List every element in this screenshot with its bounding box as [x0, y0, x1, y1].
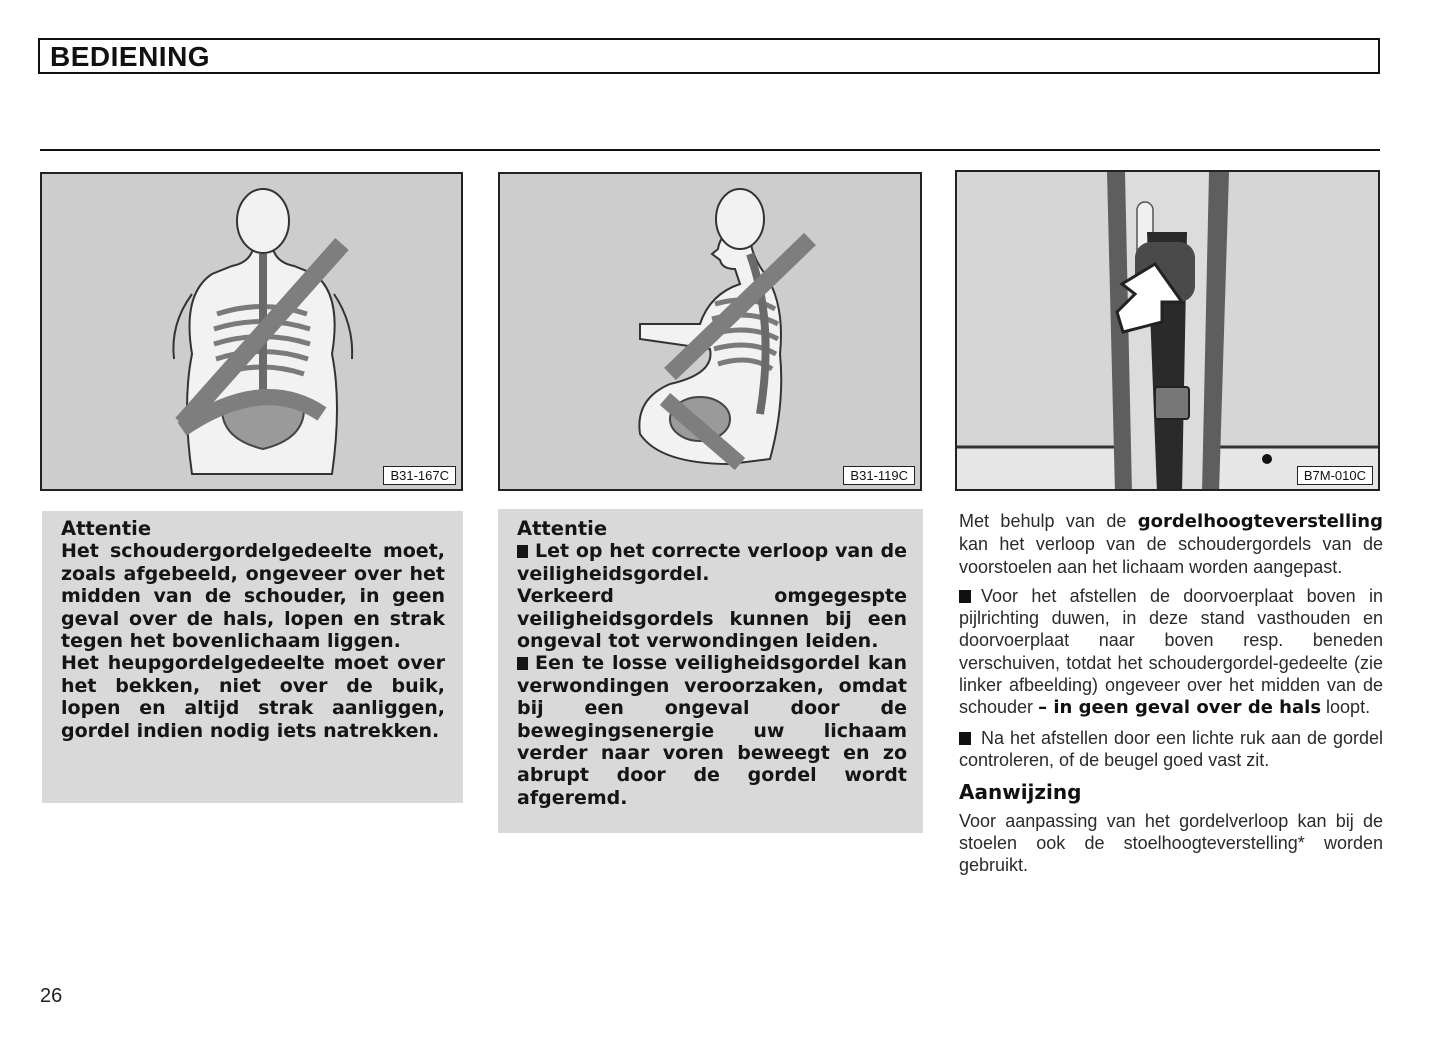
- warning-text: Het schoudergordelgedeelte moet, zoals afgebeeld, ongeveer over het midden van de schouder, in geen geval over de hals, lopen en strak tegen het bovenlichaam liggen.: [61, 540, 445, 653]
- intro-paragraph: Met behulp van de gordelhoogteverstelling kan het verloop van de schoudergordels van de voorstoelen aan het lichaam worden aangepast.: [959, 511, 1383, 577]
- warning-title: Attentie: [517, 517, 608, 540]
- bullet-icon: [959, 590, 971, 603]
- bullet-icon: [517, 545, 528, 558]
- divider: [40, 149, 1380, 151]
- warning-item: [517, 540, 907, 585]
- page-number: 26: [40, 985, 63, 1007]
- warning-box-2: [498, 509, 923, 833]
- warning-title: Attentie: [61, 517, 152, 540]
- warning-text: Let op het correcte verloop van de veiligheidsgordel.: [517, 540, 907, 585]
- warning-text: Een te losse veiligheidsgordel kan verwondingen veroorzaken, omdat bij een ongeval door de bewegingsenergie uw lichaam verder naar voren beweegt en zo abrupt door de gordel wordt afgeremd.: [517, 652, 907, 809]
- warning-box-1: [42, 511, 463, 803]
- instructions-column: [959, 510, 1383, 883]
- bullet-icon: [517, 657, 528, 670]
- figure-label: B31-119C: [843, 466, 915, 485]
- belt-height-adjuster-illustration: [957, 172, 1380, 491]
- section-header: [38, 38, 1380, 74]
- note-text: Voor aanpassing van het gordelverloop kan bij de stoelen ook de stoelhoogteverstelling* worden gebruikt.: [959, 810, 1383, 876]
- emphasis-bold: – in geen geval over de hals: [1038, 697, 1322, 719]
- section-title: BEDIENING: [50, 41, 211, 72]
- warning-text: Verkeerd omgegespte veiligheidsgordels kunnen bij een ongeval tot verwondingen leiden.: [517, 585, 907, 653]
- figure-side-view: [498, 172, 922, 491]
- note-title: Aanwijzing: [959, 780, 1082, 805]
- warning-text: Het heupgordelgedeelte moet over het bekken, niet over de buik, lopen en altijd strak aanliggen, gordel indien nodig iets natrekken.: [61, 652, 445, 742]
- step-1: Voor het afstellen de doorvoerplaat boven in pijlrichting duwen, in deze stand vasthouden en doorvoerplaat naar boven resp. beneden verschuiven, totdat het schoudergordel-gedeelte (zie linker afbeelding) ongeveer over het midden van de schouder – in geen geval over de hals loopt.: [959, 585, 1383, 719]
- seatbelt-side-skeleton-illustration: [500, 174, 922, 491]
- figure-label: B31-167C: [383, 466, 456, 485]
- term-bold: gordelhoogteverstelling: [1137, 511, 1383, 532]
- figure-label: B7M-010C: [1297, 466, 1373, 485]
- figure-front-view: [40, 172, 463, 491]
- figure-height-adjuster: [955, 170, 1380, 491]
- step-2: Na het afstellen door een lichte ruk aan de gordel controleren, of de beugel goed vast zit.: [959, 727, 1383, 770]
- warning-item: [517, 652, 907, 809]
- bullet-icon: [959, 732, 971, 745]
- seatbelt-front-skeleton-illustration: [42, 174, 463, 491]
